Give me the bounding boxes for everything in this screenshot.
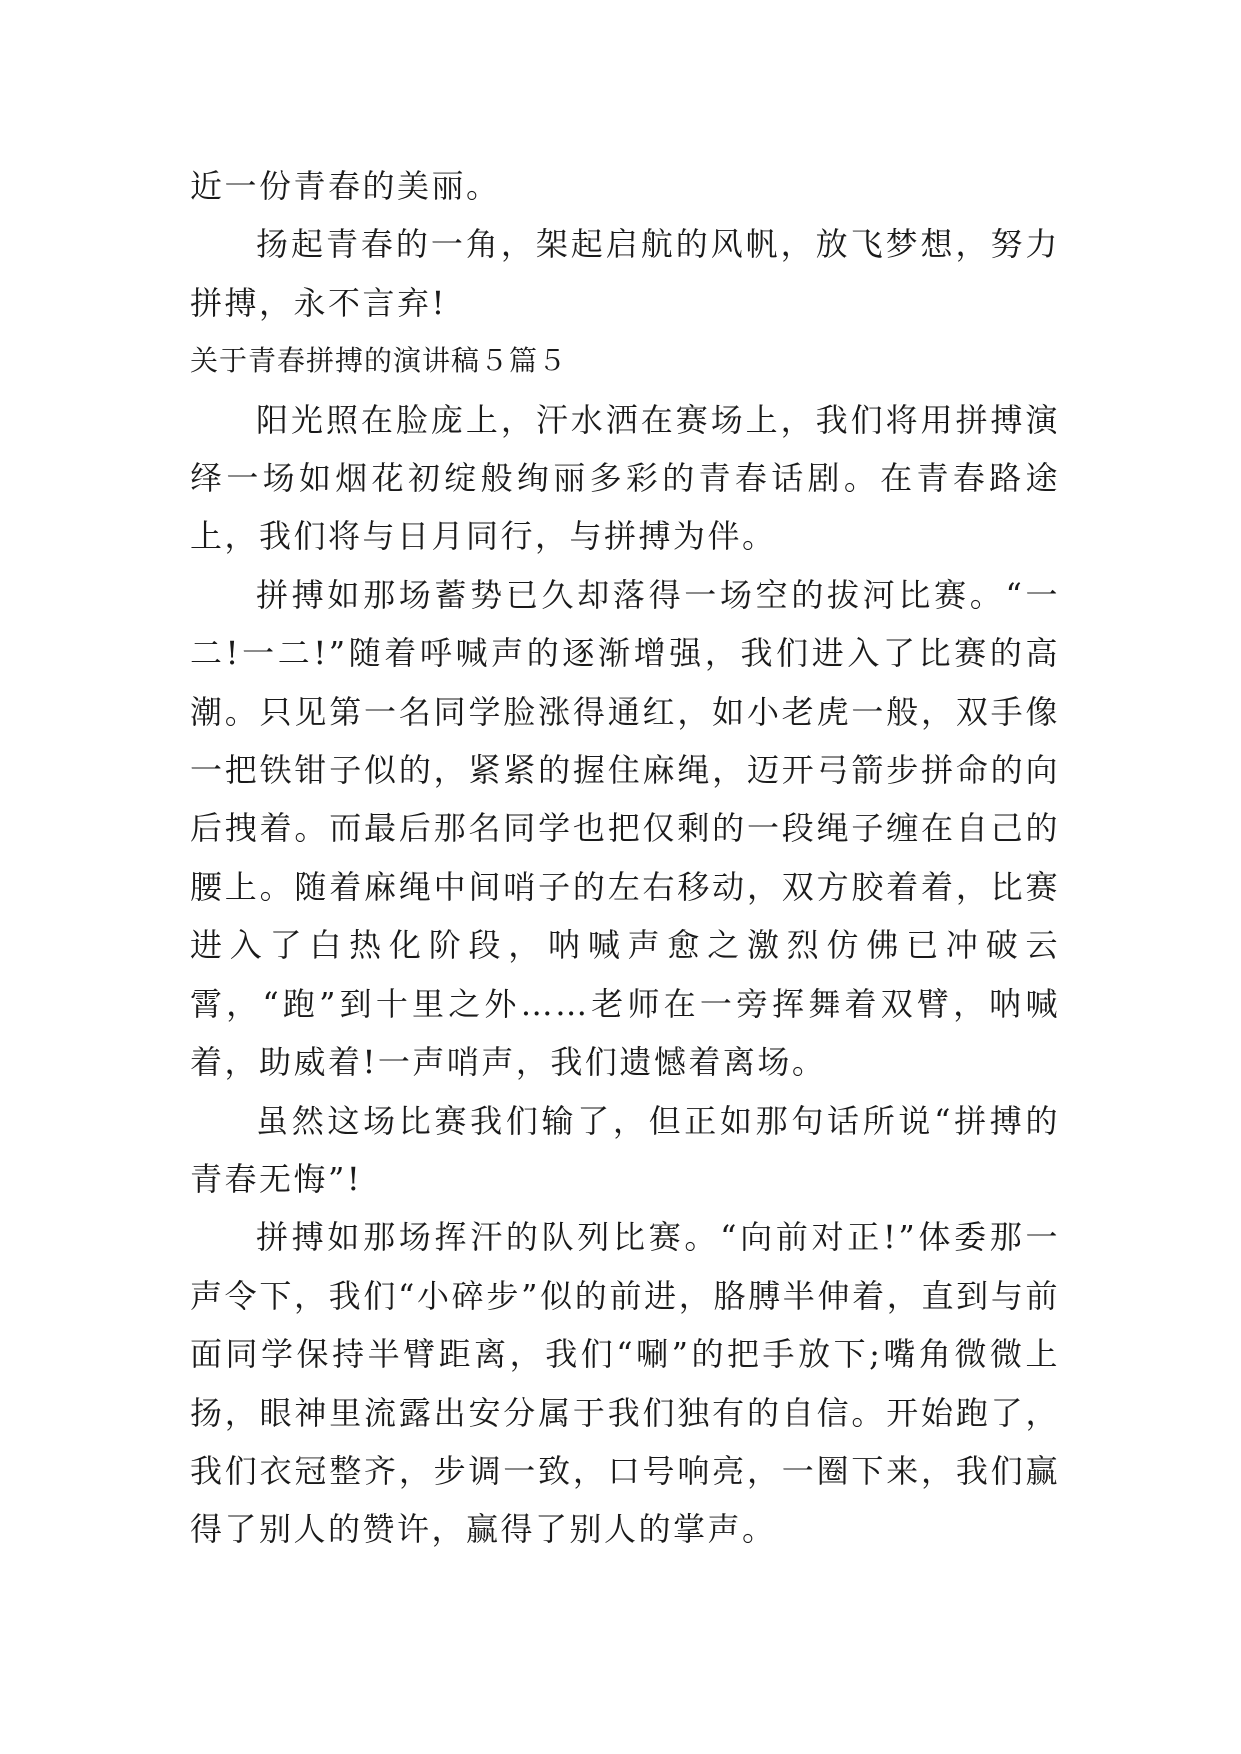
- section-heading: 关于青春拼搏的演讲稿５篇５: [190, 344, 568, 378]
- paragraph: 拼搏如那场挥汗的队列比赛。“向前对正!”体委那一声令下，我们“小碎步”似的前进，胳膊半伸着，直到与前面同学保持半臂距离，我们“唰”的把手放下;嘴角微微上扬，眼神里流露出安分属于我们独有的自信。开始跑了，我们衣冠整齐，步调一致，口号响亮，一圈下来，我们赢得了别人的赞许，赢得了别人的掌声。: [190, 1218, 1060, 1549]
- document-body: [190, 157, 1060, 1559]
- paragraph: 虽然这场比赛我们输了，但正如那句话所说“拼搏的青春无悔”!: [190, 1101, 1060, 1198]
- paragraph: 扬起青春的一角，架起启航的风帆，放飞梦想，努力拼搏，永不言弃!: [190, 225, 1060, 322]
- paragraph: 拼搏如那场蓄势已久却落得一场空的拔河比赛。“一二!一二!”随着呼喊声的逐渐增强，我们进入了比赛的高潮。只见第一名同学脸涨得通红，如小老虎一般，双手像一把铁钳子似的，紧紧的握住麻绳，迈开弓箭步拼命的向后拽着。而最后那名同学也把仅剩的一段绳子缠在自己的腰上。随着麻绳中间哨子的左右移动，双方胶着着，比赛进入了白热化阶段，呐喊声愈之激烈仿佛已冲破云霄，“跑”到十里之外……老师在一旁挥舞着双臂，呐喊着，助威着!一声哨声，我们遗憾着离场。: [190, 575, 1060, 1082]
- paragraph: 阳光照在脸庞上，汗水洒在赛场上，我们将用拼搏演绎一场如烟花初绽般绚丽多彩的青春话剧。在青春路途上，我们将与日月同行，与拼搏为伴。: [190, 400, 1060, 556]
- paragraph-continuation: 近一份青春的美丽。: [190, 167, 501, 205]
